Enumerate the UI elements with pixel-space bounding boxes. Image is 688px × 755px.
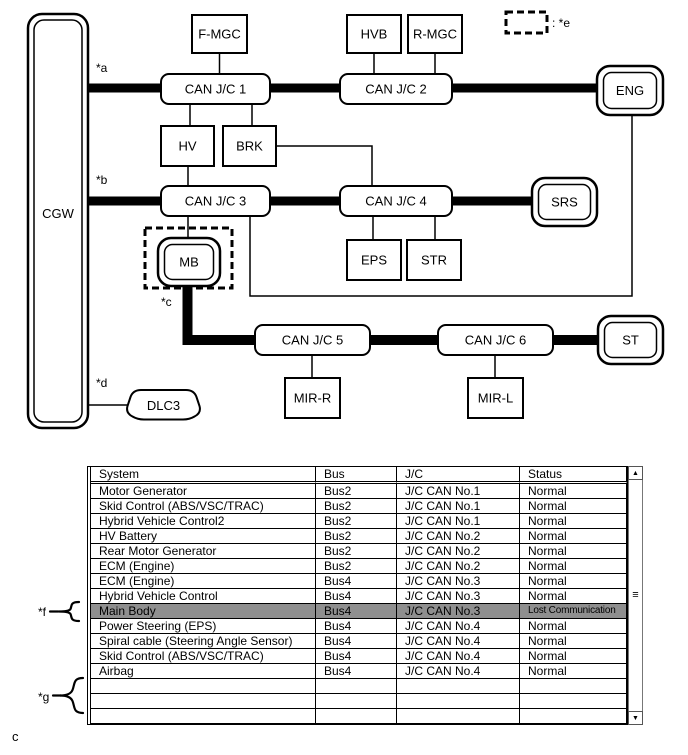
table-row[interactable]	[91, 499, 627, 514]
node-jc6	[438, 325, 553, 355]
thumb-grip-icon: ≡	[632, 589, 639, 601]
scroll-up-button[interactable]	[628, 466, 643, 480]
cell-system: Hybrid Vehicle Control	[91, 589, 316, 604]
cell-system: Airbag	[91, 664, 316, 679]
svg-text:STR: STR	[421, 252, 447, 268]
node-rmgc	[408, 15, 462, 53]
legend-label: : *e	[552, 16, 571, 30]
cell-system: Rear Motor Generator	[91, 544, 316, 559]
annotation-b: *b	[96, 173, 108, 187]
cell-bus: Bus2	[316, 529, 397, 544]
node-mb	[158, 238, 220, 286]
cell-system: Spiral cable (Steering Angle Sensor)	[91, 634, 316, 649]
cell-bus: Bus4	[316, 634, 397, 649]
scroll-thumb[interactable]	[628, 480, 643, 711]
svg-text:CGW: CGW	[42, 206, 74, 221]
svg-text:DLC3: DLC3	[146, 398, 181, 413]
cell-status: Lost Communication	[520, 604, 627, 619]
node-jc4	[340, 186, 452, 216]
cell-jc: J/C CAN No.4	[397, 619, 520, 634]
node-eps	[347, 240, 401, 280]
cell-status: Normal	[520, 634, 627, 649]
cell-system: ECM (Engine)	[91, 574, 316, 589]
cell-jc: J/C CAN No.1	[397, 514, 520, 529]
table-row[interactable]	[91, 574, 627, 589]
cell-system: Power Steering (EPS)	[91, 619, 316, 634]
node-st	[598, 316, 663, 364]
cell-system	[91, 709, 316, 724]
cell-system	[91, 694, 316, 709]
cell-jc	[397, 709, 520, 724]
svg-text:CAN J/C 6: CAN J/C 6	[464, 332, 527, 348]
cell-system: Skid Control (ABS/VSC/TRAC)	[91, 499, 316, 514]
cell-jc: J/C CAN No.4	[397, 634, 520, 649]
svg-text:HVB: HVB	[360, 26, 388, 42]
column-header-status: Status	[520, 467, 627, 484]
svg-text:MIR-R: MIR-R	[293, 390, 332, 406]
column-header-jc: J/C	[397, 467, 520, 484]
node-cgw	[28, 14, 88, 428]
table-row[interactable]	[91, 484, 627, 499]
table-row[interactable]	[91, 589, 627, 604]
svg-text:CAN J/C 2: CAN J/C 2	[365, 81, 427, 97]
cell-jc	[397, 679, 520, 694]
node-mir-r	[285, 378, 340, 418]
cell-jc: J/C CAN No.4	[397, 664, 520, 679]
cell-system: Main Body	[91, 604, 316, 619]
table-row[interactable]	[91, 649, 627, 664]
scroll-down-button[interactable]	[628, 711, 643, 725]
cell-jc: J/C CAN No.2	[397, 544, 520, 559]
node-eng	[597, 66, 663, 115]
cell-bus	[316, 694, 397, 709]
node-brk	[223, 126, 276, 166]
cell-status: Normal	[520, 559, 627, 574]
svg-text:HV: HV	[178, 138, 197, 154]
node-jc3	[161, 186, 270, 216]
table-row[interactable]	[91, 664, 627, 679]
table-row[interactable]	[91, 694, 627, 709]
node-jc5	[255, 325, 370, 355]
cell-bus: Bus4	[316, 589, 397, 604]
table-scrollbar[interactable]	[628, 466, 643, 725]
svg-text:ST: ST	[622, 332, 639, 348]
cell-jc: J/C CAN No.4	[397, 649, 520, 664]
cell-status	[520, 709, 627, 724]
cell-bus: Bus4	[316, 664, 397, 679]
cell-jc: J/C CAN No.1	[397, 499, 520, 514]
cell-status: Normal	[520, 484, 627, 499]
svg-text:ENG: ENG	[615, 83, 645, 98]
table-row[interactable]	[91, 604, 627, 619]
svg-text:MIR-L: MIR-L	[477, 390, 514, 406]
cell-bus	[316, 679, 397, 694]
cell-bus: Bus2	[316, 514, 397, 529]
annotation-g-brace	[53, 678, 83, 713]
cell-bus: Bus2	[316, 484, 397, 499]
cell-status: Normal	[520, 664, 627, 679]
cell-status: Normal	[520, 589, 627, 604]
cell-bus: Bus4	[316, 574, 397, 589]
table-row[interactable]	[91, 679, 627, 694]
scroll-up-icon: ▲	[632, 469, 639, 477]
legend-dashed-box	[506, 12, 570, 33]
cell-jc: J/C CAN No.2	[397, 529, 520, 544]
column-header-bus: Bus	[316, 467, 397, 484]
cell-bus: Bus4	[316, 619, 397, 634]
svg-text:BRK: BRK	[236, 138, 263, 154]
table-row[interactable]	[91, 559, 627, 574]
table-row[interactable]	[91, 709, 627, 724]
cell-jc: J/C CAN No.1	[397, 484, 520, 499]
annotation-d: *d	[96, 376, 108, 390]
cell-status	[520, 694, 627, 709]
column-header-system: System	[91, 467, 316, 484]
annotation-c: *c	[161, 295, 172, 309]
cell-bus	[316, 709, 397, 724]
table-header-row	[91, 467, 627, 484]
table-row[interactable]	[91, 544, 627, 559]
svg-text:CAN J/C 5: CAN J/C 5	[281, 332, 344, 348]
cell-bus: Bus2	[316, 544, 397, 559]
annotation-g: *g	[38, 690, 50, 704]
figure-footnote: c	[12, 729, 19, 744]
table-row[interactable]	[91, 514, 627, 529]
cell-jc: J/C CAN No.3	[397, 604, 520, 619]
svg-text:MB: MB	[179, 254, 199, 270]
node-fmgc	[192, 15, 247, 53]
cell-status: Normal	[520, 619, 627, 634]
system-status-table	[87, 466, 628, 725]
scroll-down-icon: ▼	[632, 714, 639, 722]
cell-jc: J/C CAN No.3	[397, 574, 520, 589]
annotation-f: *f	[38, 605, 47, 619]
annotation-a: *a	[96, 61, 108, 75]
cell-jc: J/C CAN No.3	[397, 589, 520, 604]
node-dlc3	[127, 390, 200, 420]
cell-status	[520, 679, 627, 694]
cell-bus: Bus2	[316, 559, 397, 574]
cell-system: Hybrid Vehicle Control2	[91, 514, 316, 529]
cell-bus: Bus2	[316, 499, 397, 514]
cell-system: Motor Generator	[91, 484, 316, 499]
table-row[interactable]	[91, 619, 627, 634]
svg-text:CAN J/C 4: CAN J/C 4	[365, 193, 427, 209]
cell-status: Normal	[520, 649, 627, 664]
cell-bus: Bus4	[316, 649, 397, 664]
cell-jc: J/C CAN No.2	[397, 559, 520, 574]
svg-text:SRS: SRS	[551, 194, 578, 210]
node-hvb	[347, 15, 401, 53]
node-hv	[161, 126, 214, 166]
cell-status: Normal	[520, 544, 627, 559]
svg-text:EPS: EPS	[360, 252, 388, 268]
annotation-f-brace	[50, 602, 79, 621]
cell-system: Skid Control (ABS/VSC/TRAC)	[91, 649, 316, 664]
node-mir-l	[468, 378, 523, 418]
cell-status: Normal	[520, 514, 627, 529]
cell-status: Normal	[520, 529, 627, 544]
cell-system: HV Battery	[91, 529, 316, 544]
cell-status: Normal	[520, 499, 627, 514]
svg-text:R-MGC: R-MGC	[412, 26, 458, 42]
cell-jc	[397, 694, 520, 709]
svg-text:CAN J/C 3: CAN J/C 3	[184, 193, 247, 209]
svg-text:F-MGC: F-MGC	[198, 26, 241, 42]
svg-text:CAN J/C 1: CAN J/C 1	[184, 81, 247, 97]
cell-system	[91, 679, 316, 694]
node-jc1	[161, 74, 270, 104]
table-row[interactable]	[91, 529, 627, 544]
table-row[interactable]	[91, 634, 627, 649]
cell-system: ECM (Engine)	[91, 559, 316, 574]
node-str	[407, 240, 461, 280]
node-srs	[532, 178, 597, 226]
cell-bus: Bus4	[316, 604, 397, 619]
node-jc2	[340, 74, 452, 104]
cell-status: Normal	[520, 574, 627, 589]
